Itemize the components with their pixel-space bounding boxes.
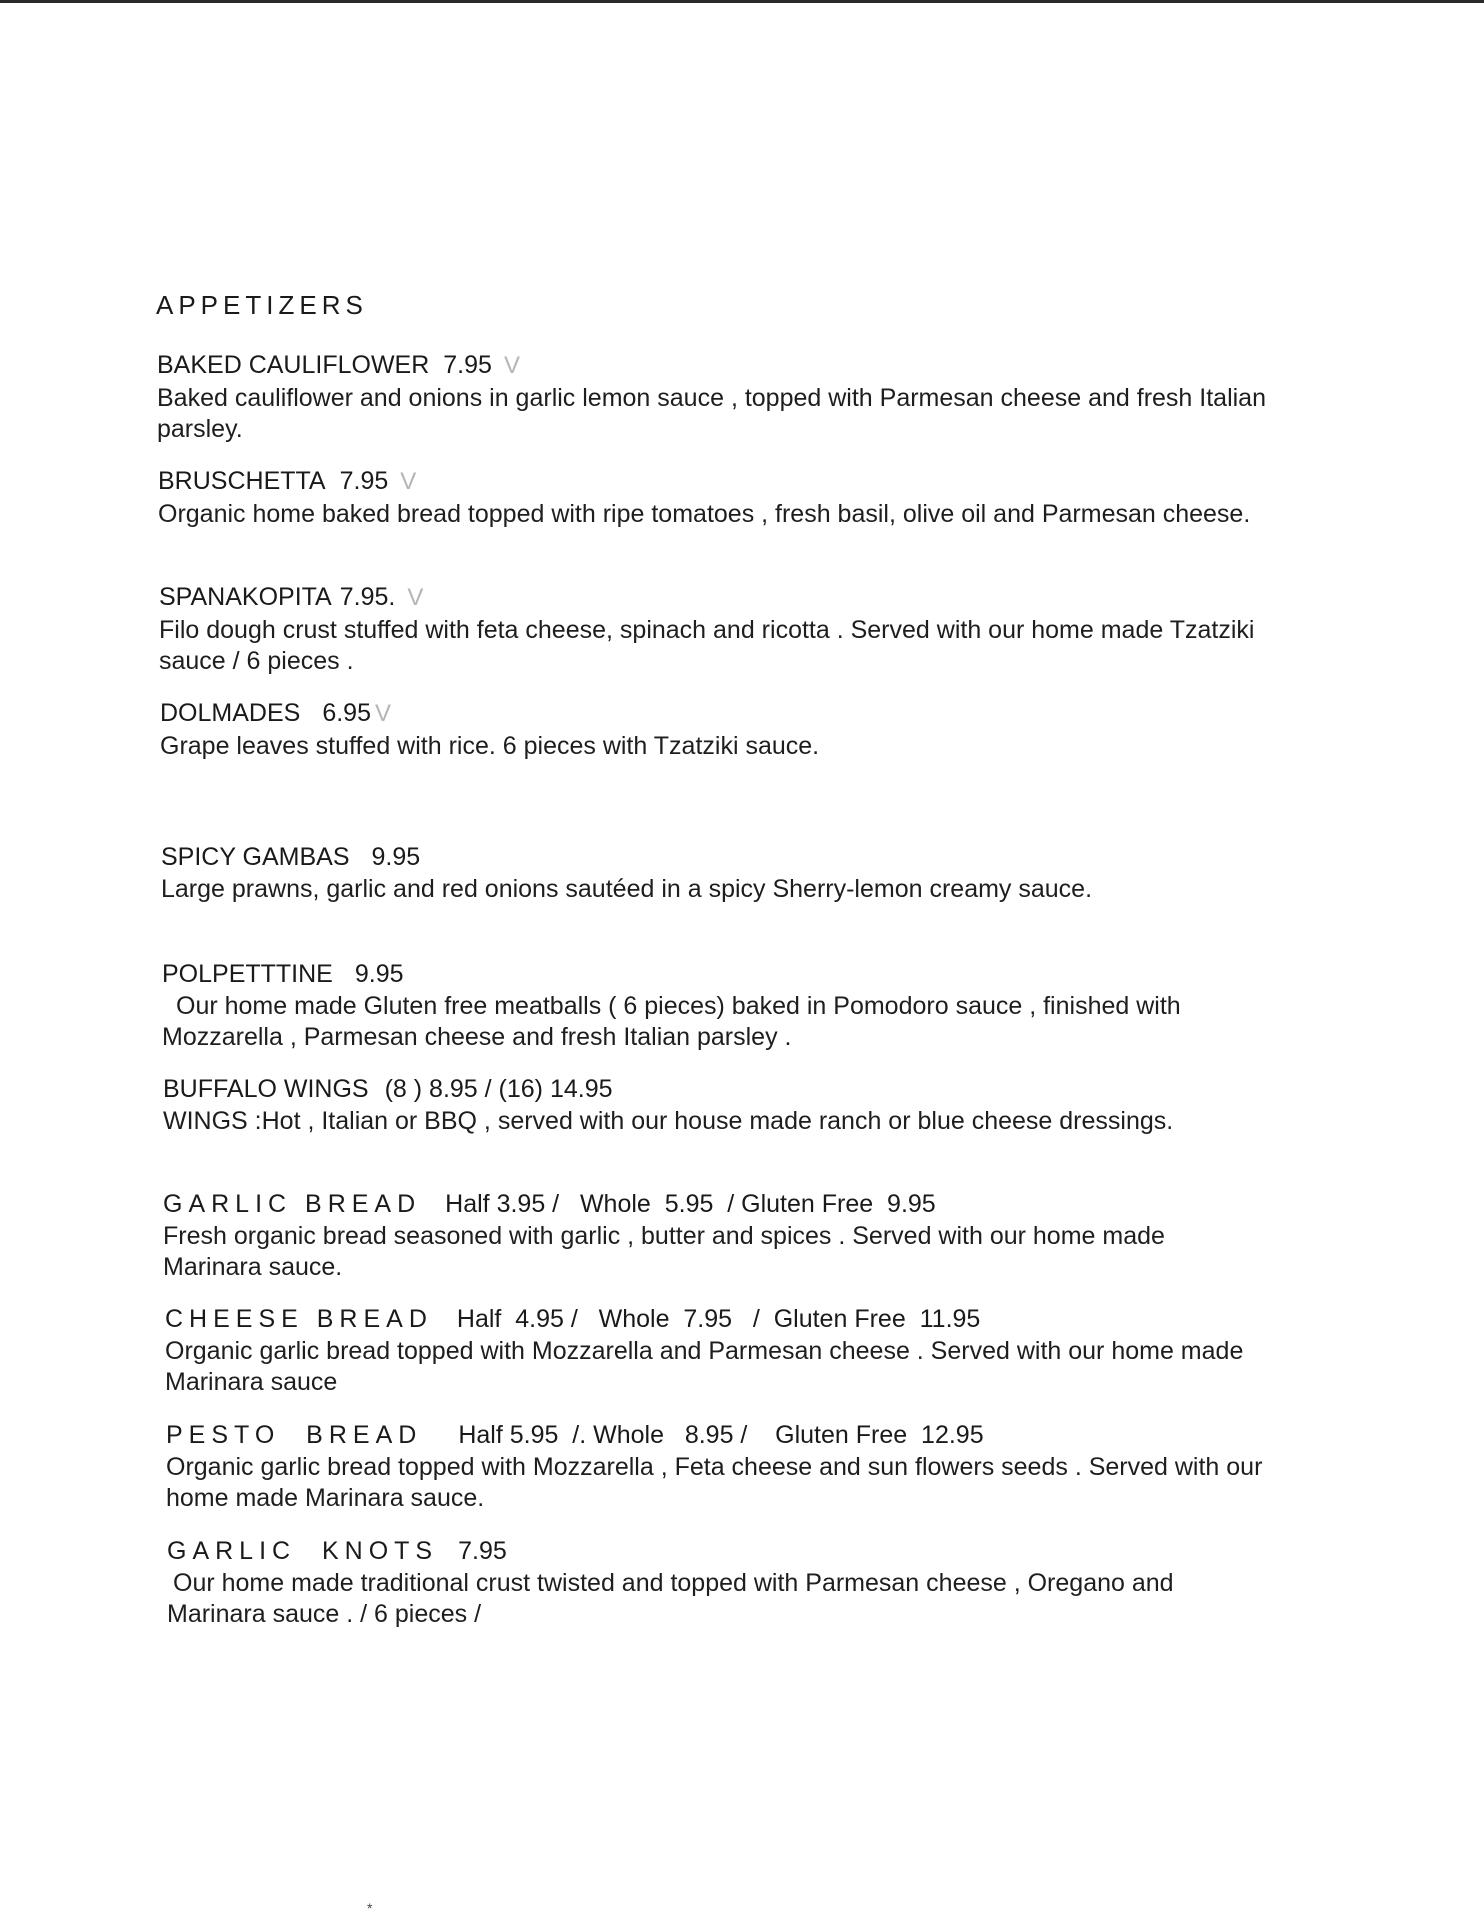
item-price: 7.95 — [443, 351, 492, 379]
item-price: Half 4.95 / Whole 7.95 / Gluten Free 11.95 — [456, 1305, 981, 1333]
item-description: Fresh organic bread seasoned with garlic , butter and spices . Served with our home made Marinara sauce. — [163, 1222, 1165, 1281]
item-description: Organic garlic bread topped with Mozzarella and Parmesan cheese . Served with our home made Marinara sauce — [165, 1337, 1244, 1396]
item-price: 9.95 — [371, 843, 421, 871]
item-name: POLPETTTINE — [162, 960, 333, 988]
footer-mark: * — [367, 1900, 373, 1916]
vegetarian-icon: V — [400, 468, 417, 495]
item-price: Half 3.95 / Whole 5.95 / Gluten Free 9.95 — [445, 1190, 936, 1218]
menu-item — [163, 1189, 1463, 1283]
item-price: Half 5.95 /. Whole 8.95 / Gluten Free 12.95 — [458, 1421, 984, 1449]
item-description: Baked cauliflower and onions in garlic lemon sauce , topped with Parmesan cheese and fresh Italian parsley. — [157, 384, 1266, 443]
item-name: DOLMADES — [160, 699, 301, 727]
vegetarian-icon: V — [407, 584, 424, 611]
item-name: BRUSCHETTA — [158, 467, 326, 495]
menu-item — [161, 842, 1461, 905]
top-rule — [0, 0, 1484, 3]
item-description: Filo dough crust stuffed with feta cheese, spinach and ricotta . Served with our home made Tzatziki sauce / 6 pieces . — [159, 616, 1255, 675]
item-description: WINGS :Hot , Italian or BBQ , served with our house made ranch or blue cheese dressings. — [163, 1107, 1174, 1135]
item-description: Organic garlic bread topped with Mozzarella , Feta cheese and sun flowers seeds . Served with our home made Marinara sauce. — [166, 1453, 1263, 1512]
section-heading: APPETIZERS — [156, 290, 368, 320]
menu-item — [166, 1420, 1466, 1514]
item-price: 6.95 — [322, 699, 371, 727]
menu-item — [158, 466, 1458, 530]
menu-item — [167, 1536, 1467, 1630]
menu-item — [162, 959, 1462, 1053]
vegetarian-icon: V — [503, 352, 520, 379]
item-description: Grape leaves stuffed with rice. 6 pieces with Tzatziki sauce. — [160, 732, 820, 760]
item-name: BAKED CAULIFLOWER — [157, 351, 430, 379]
item-description: Our home made Gluten free meatballs ( 6 pieces) baked in Pomodoro sauce , finished with Mozzarella , Parmesan cheese and fresh Italian parsley . — [162, 992, 1181, 1051]
item-price: 9.95 — [354, 960, 404, 988]
menu-item — [163, 1074, 1463, 1137]
item-name: BUFFALO WINGS — [163, 1075, 369, 1103]
item-name: SPICY GAMBAS — [161, 843, 350, 871]
menu-item — [160, 698, 1460, 762]
item-name: PESTO BREAD — [166, 1421, 423, 1449]
item-name: SPANAKOPITA — [159, 583, 332, 611]
item-price: 7.95. — [339, 583, 396, 611]
item-name: CHEESE BREAD — [165, 1305, 433, 1333]
item-price: 7.95 — [458, 1537, 507, 1565]
item-description: Organic home baked bread topped with ripe tomatoes , fresh basil, olive oil and Parmesan cheese. — [158, 500, 1251, 528]
menu-item — [159, 582, 1459, 677]
item-price: (8 ) 8.95 / (16) 14.95 — [384, 1075, 613, 1103]
item-name: GARLIC BREAD — [163, 1190, 422, 1218]
item-price: 7.95 — [339, 467, 389, 495]
vegetarian-icon: V — [374, 700, 391, 727]
item-description: Large prawns, garlic and red onions sautéed in a spicy Sherry-lemon creamy sauce. — [161, 875, 1093, 903]
menu-item — [165, 1304, 1465, 1398]
item-name: GARLIC KNOTS — [167, 1537, 439, 1565]
item-description: Our home made traditional crust twisted and topped with Parmesan cheese , Oregano and Marinara sauce . / 6 pieces / — [167, 1569, 1174, 1628]
menu-item — [157, 350, 1457, 445]
